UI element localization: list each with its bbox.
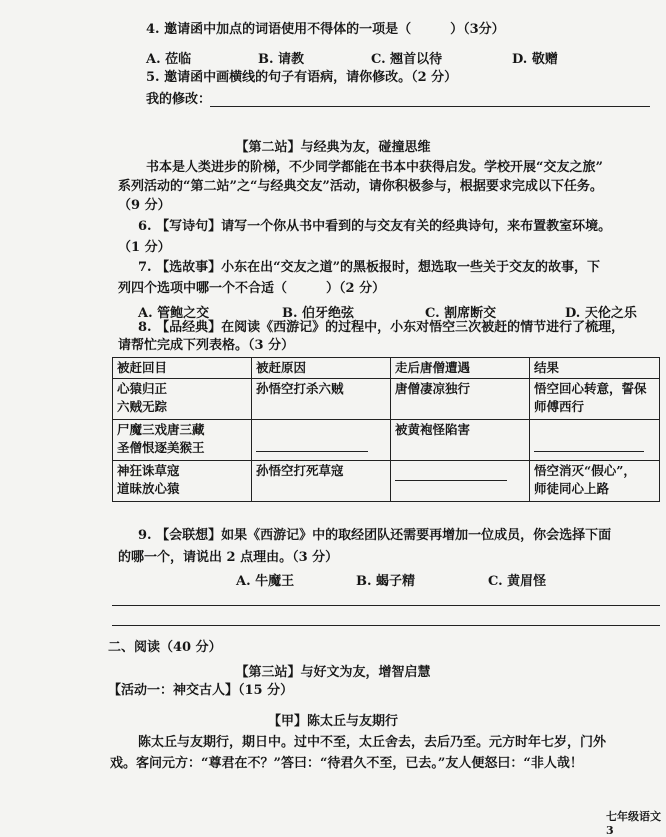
passage-line-1: 陈太丘与友期行，期日中。过中不至，太丘舍去，去后乃至。元方时年七岁，门外 <box>138 735 607 750</box>
q4-option-c: C. 翘首以待 <box>371 52 443 67</box>
table-header-encounter: 走后唐僧遭遇 <box>391 358 530 379</box>
passage-line-2: 戏。客问元方：“尊君在不？”答曰：“待君久不至，已去。”友人便怒曰：“非人哉！ <box>110 756 583 771</box>
part2-heading: 二、阅读（40 分） <box>108 640 222 655</box>
passage-title: 【甲】陈太丘与友期行 <box>267 714 398 729</box>
page-footer: 七年级语文 3 <box>606 810 661 837</box>
table-cell-result: 悟空回心转意，誓保 师傅西行 <box>530 379 660 420</box>
activity1-title: 【活动一：神交古人】（15 分） <box>108 683 294 698</box>
table-cell-encounter-blank[interactable] <box>391 461 530 502</box>
table-cell-encounter: 唐僧凄凉独行 <box>391 379 530 420</box>
station2-intro-line-3: （9 分） <box>118 198 171 213</box>
station2-intro-line-1: 书本是人类进步的阶梯，不少同学都能在书本中获得启发。学校开展“交友之旅” <box>146 160 603 175</box>
expulsion-table <box>112 357 660 502</box>
q7-line-2: 列四个选项中哪一个不合适（ ）（2 分） <box>118 281 386 296</box>
q6-line-1: 6. 【写诗句】请写一个你从书中看到的与交友有关的经典诗句，来布置教室环境。 <box>138 219 612 234</box>
table-cell-chapter: 心猿归正 六贼无踪 <box>113 379 252 420</box>
table-header-row <box>113 358 660 379</box>
q5-answer-line <box>210 106 650 107</box>
answer-blank[interactable] <box>534 437 644 452</box>
table-cell-chapter: 尸魔三戏唐三藏 圣僧恨逐美猴王 <box>113 420 252 461</box>
q5-answer-label: 我的修改： <box>146 92 212 107</box>
station3-title: 【第三站】与好文为友，增智启慧 <box>235 665 431 680</box>
q9-option-a: A. 牛魔王 <box>236 574 295 589</box>
q9-answer-line-2 <box>112 625 660 626</box>
q9-option-c: C. 黄眉怪 <box>488 574 547 589</box>
table-row <box>113 420 660 461</box>
q9-line-2: 的哪一个，请说出 2 点理由。（3 分） <box>118 550 339 565</box>
q7-option-c: C. 割席断交 <box>425 306 497 321</box>
q8-line-1: 8. 【品经典】在阅读《西游记》的过程中，小东对悟空三次被赶的情节进行了梳理， <box>138 320 625 335</box>
q8-line-2: 请帮忙完成下列表格。（3 分） <box>118 338 295 353</box>
q9-option-b: B. 蝎子精 <box>356 574 416 589</box>
table-header-result: 结果 <box>530 358 660 379</box>
table-cell-result: 悟空消灭“假心”， 师徒同心上路 <box>530 461 660 502</box>
table-cell-reason: 孙悟空打杀六贼 <box>252 379 391 420</box>
q9-answer-line-1 <box>112 605 660 606</box>
table-row <box>113 379 660 420</box>
table-cell-result-blank[interactable] <box>530 420 660 461</box>
q6-line-2: （1 分） <box>118 240 171 255</box>
answer-blank[interactable] <box>395 466 507 481</box>
table-cell-reason: 孙悟空打死草寇 <box>252 461 391 502</box>
q7-option-d: D. 天伦之乐 <box>565 306 637 321</box>
q4-option-a: A. 莅临 <box>146 52 192 67</box>
table-cell-chapter: 神狂诛草寇 道昧放心猿 <box>113 461 252 502</box>
table-cell-reason-blank[interactable] <box>252 420 391 461</box>
table-header-reason: 被赶原因 <box>252 358 391 379</box>
table-cell-encounter: 被黄袍怪陷害 <box>391 420 530 461</box>
q4-option-d: D. 敬赠 <box>512 52 558 67</box>
q7-option-a: A. 管鲍之交 <box>138 306 210 321</box>
q9-line-1: 9. 【会联想】如果《西游记》中的取经团队还需要再增加一位成员，你会选择下面 <box>138 528 612 543</box>
q7-option-b: B. 伯牙绝弦 <box>282 306 355 321</box>
table-header-chapter: 被赶回目 <box>113 358 252 379</box>
q4-option-b: B. 请教 <box>258 52 305 67</box>
station2-intro-line-2: 系列活动的“第二站”之“与经典交友”活动，请你积极参与，根据要求完成以下任务。 <box>118 179 603 194</box>
station2-title: 【第二站】与经典为友，碰撞思维 <box>235 140 431 155</box>
table-row <box>113 461 660 502</box>
q4-stem: 4. 邀请函中加点的词语使用不得体的一项是（ ）（3分） <box>146 22 505 37</box>
answer-blank[interactable] <box>256 437 368 452</box>
q5-stem: 5. 邀请函中画横线的句子有语病，请你修改。（2 分） <box>146 70 458 85</box>
q7-line-1: 7. 【选故事】小东在出“交友之道”的黑板报时，想选取一些关于交友的故事，下 <box>138 260 601 275</box>
